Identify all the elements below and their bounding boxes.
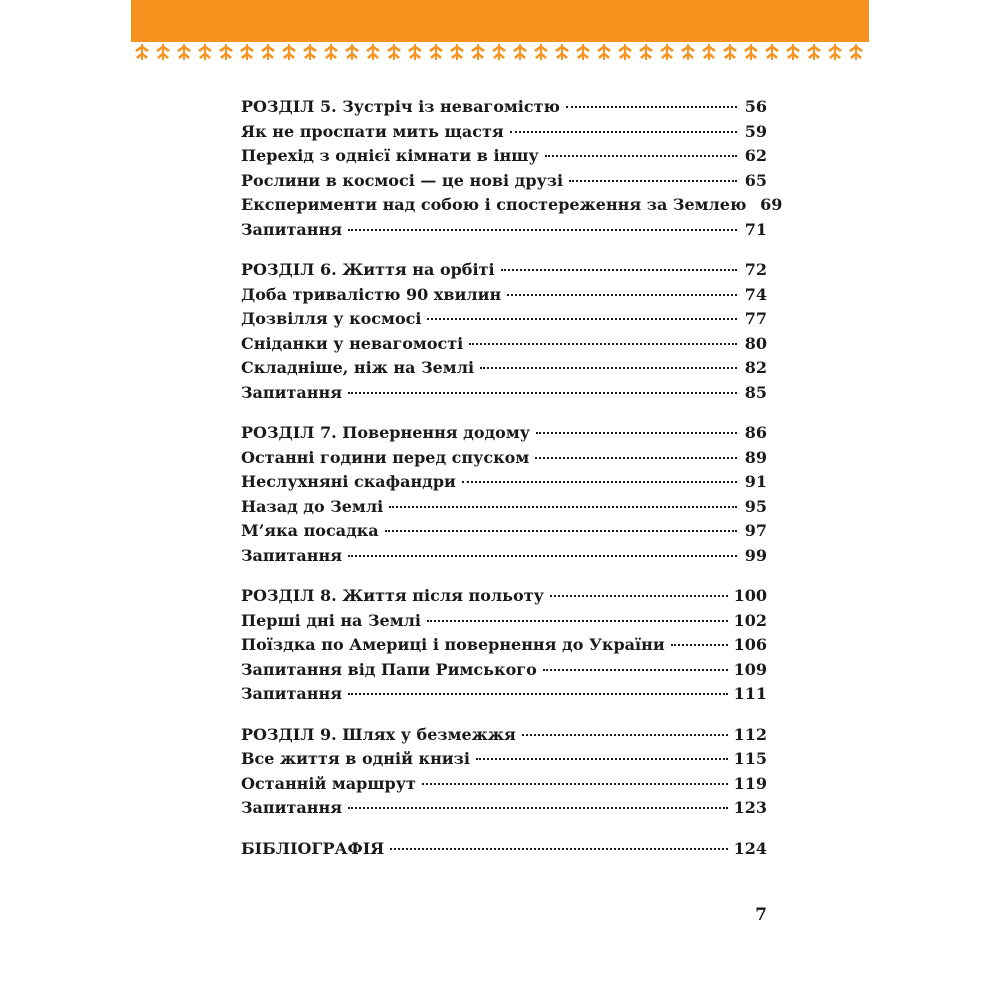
toc-entry-title: Поїздка по Америці і повернення до України bbox=[241, 635, 665, 654]
ornament-motif bbox=[492, 44, 506, 60]
toc-leader-dots bbox=[427, 620, 728, 622]
toc-entry-title: Сніданки у невагомості bbox=[241, 333, 464, 353]
toc-entry-page: 111 bbox=[733, 684, 767, 703]
ornament-motif bbox=[366, 44, 380, 60]
toc-leader-dots bbox=[510, 131, 737, 133]
ornament-motif bbox=[513, 44, 527, 60]
toc-entry-page: 95 bbox=[744, 496, 767, 516]
toc-leader-dots bbox=[536, 432, 737, 434]
ornament-motif bbox=[282, 44, 296, 60]
toc-leader-dots bbox=[507, 294, 737, 296]
toc-entry-page: 109 bbox=[733, 659, 767, 679]
toc-leader-dots bbox=[385, 530, 737, 532]
toc-entry[interactable] bbox=[241, 609, 767, 634]
toc-entry-page: 59 bbox=[744, 121, 767, 141]
ornament-motif bbox=[345, 44, 359, 60]
ornament-motif bbox=[702, 44, 716, 60]
toc-entry-page: 106 bbox=[733, 635, 767, 654]
ornament-motif bbox=[681, 44, 695, 60]
toc-entry[interactable] bbox=[241, 584, 767, 609]
toc-entry-page: 80 bbox=[744, 333, 767, 353]
ornament-motif bbox=[534, 44, 548, 60]
toc-entry-title: Складніше, ніж на Землі bbox=[241, 358, 475, 377]
toc-entry-title: Рослини в космосі — це нові друзі bbox=[241, 170, 564, 190]
toc-entry-page: 115 bbox=[733, 749, 767, 768]
toc-entry-title: Перехід з однієї кімнати в іншу bbox=[241, 146, 539, 165]
toc-entry-page: 124 bbox=[733, 838, 767, 858]
toc-entry-title: РОЗДІЛ 8. Життя після польоту bbox=[241, 586, 544, 605]
ornament-motif bbox=[324, 44, 338, 60]
toc-leader-dots bbox=[389, 506, 737, 508]
toc-entry[interactable] bbox=[241, 519, 767, 544]
toc-entry[interactable] bbox=[241, 658, 767, 683]
toc-section bbox=[241, 421, 767, 568]
ornament-motif bbox=[261, 44, 275, 60]
ornament-motif bbox=[639, 44, 653, 60]
toc-entry-title: Запитання bbox=[241, 798, 343, 817]
toc-entry[interactable] bbox=[241, 356, 767, 381]
toc-entry-title: РОЗДІЛ 9. Шлях у безмежжя bbox=[241, 724, 516, 744]
page-number: 7 bbox=[755, 905, 767, 925]
ornament-motif bbox=[723, 44, 737, 60]
toc-entry-page: 71 bbox=[744, 219, 767, 239]
toc-entry[interactable] bbox=[241, 169, 767, 194]
toc-entry-title: Назад до Землі bbox=[241, 496, 384, 516]
ornament-motif bbox=[618, 44, 632, 60]
toc-leader-dots bbox=[348, 229, 737, 231]
toc-leader-dots bbox=[427, 318, 737, 320]
toc-entry-title: Запитання bbox=[241, 684, 343, 703]
toc-entry-page: 69 bbox=[760, 195, 783, 214]
toc-entry-page: 102 bbox=[733, 610, 767, 630]
toc-entry[interactable] bbox=[241, 682, 767, 707]
toc-entry-title: Експерименти над собою і спостереження за Землею bbox=[241, 195, 747, 214]
toc-entry[interactable] bbox=[241, 120, 767, 145]
toc-entry-page: 119 bbox=[733, 773, 767, 793]
toc-entry-title: Як не проспати мить щастя bbox=[241, 121, 504, 141]
ornament-motif bbox=[597, 44, 611, 60]
ornament-motif bbox=[177, 44, 191, 60]
toc-entry-page: 85 bbox=[744, 382, 767, 402]
ornament-motif bbox=[828, 44, 842, 60]
ornament-motif bbox=[219, 44, 233, 60]
ornament-motif bbox=[660, 44, 674, 60]
toc-leader-dots bbox=[480, 367, 737, 369]
toc-leader-dots bbox=[522, 734, 728, 736]
toc-entry[interactable] bbox=[241, 470, 767, 495]
toc-leader-dots bbox=[348, 392, 737, 394]
toc-leader-dots bbox=[469, 343, 737, 345]
toc-entry[interactable] bbox=[241, 544, 767, 569]
toc-leader-dots bbox=[348, 693, 728, 695]
toc-leader-dots bbox=[501, 269, 737, 271]
toc-entry[interactable] bbox=[241, 446, 767, 471]
toc-leader-dots bbox=[535, 457, 737, 459]
toc-entry-title: Доба тривалістю 90 хвилин bbox=[241, 284, 502, 304]
toc-entry[interactable] bbox=[241, 723, 767, 748]
ornament-motif bbox=[807, 44, 821, 60]
toc-entry-page: 112 bbox=[733, 724, 767, 744]
toc-entry[interactable] bbox=[241, 772, 767, 797]
toc-section bbox=[241, 837, 767, 862]
ornament-motif bbox=[765, 44, 779, 60]
toc-entry-title: Все життя в одній книзі bbox=[241, 749, 470, 768]
toc-entry[interactable] bbox=[241, 381, 767, 406]
toc-entry[interactable] bbox=[241, 421, 767, 446]
toc-leader-dots bbox=[348, 555, 737, 557]
toc-entry-title: Запитання bbox=[241, 219, 343, 239]
toc-entry[interactable] bbox=[241, 218, 767, 243]
toc-entry[interactable] bbox=[241, 747, 767, 772]
ornament-motif bbox=[744, 44, 758, 60]
toc-entry[interactable] bbox=[241, 332, 767, 357]
toc-leader-dots bbox=[543, 669, 728, 671]
ornament-motif bbox=[303, 44, 317, 60]
toc-entry-page: 123 bbox=[733, 798, 767, 817]
toc-entry-title: Запитання від Папи Римського bbox=[241, 659, 537, 679]
ornament-motif bbox=[198, 44, 212, 60]
ornament-motif bbox=[387, 44, 401, 60]
ornament-motif bbox=[555, 44, 569, 60]
toc-entry-page: 72 bbox=[744, 260, 767, 279]
toc-entry[interactable] bbox=[241, 796, 767, 821]
header-band bbox=[131, 0, 869, 42]
toc-leader-dots bbox=[569, 180, 737, 182]
toc-entry[interactable] bbox=[241, 837, 767, 862]
ornament-motif bbox=[408, 44, 422, 60]
ornament-motif bbox=[135, 44, 149, 60]
toc-entry-page: 77 bbox=[744, 309, 767, 328]
toc-entry-page: 97 bbox=[744, 521, 767, 540]
ornament-motif bbox=[240, 44, 254, 60]
toc-entry-page: 56 bbox=[744, 97, 767, 116]
toc-entry-page: 100 bbox=[733, 586, 767, 605]
toc-leader-dots bbox=[566, 106, 737, 108]
toc-entry-title: Останні години перед спуском bbox=[241, 447, 530, 467]
toc-entry-page: 62 bbox=[744, 146, 767, 165]
toc-entry-title: РОЗДІЛ 5. Зустріч із невагомістю bbox=[241, 97, 560, 116]
toc-entry-title: М’яка посадка bbox=[241, 521, 379, 540]
toc-entry[interactable] bbox=[241, 193, 783, 218]
toc-entry-title: РОЗДІЛ 6. Життя на орбіті bbox=[241, 260, 495, 279]
toc-entry-page: 91 bbox=[744, 472, 767, 491]
toc-entry-title: Неслухняні скафандри bbox=[241, 472, 456, 491]
ornament-motif bbox=[450, 44, 464, 60]
toc-leader-dots bbox=[422, 783, 728, 785]
toc-entry-page: 65 bbox=[744, 170, 767, 190]
toc-entry[interactable] bbox=[241, 95, 767, 120]
toc-entry-page: 74 bbox=[744, 284, 767, 304]
toc-leader-dots bbox=[390, 848, 727, 850]
toc-section bbox=[241, 723, 767, 821]
toc-entry-page: 99 bbox=[744, 545, 767, 565]
toc-leader-dots bbox=[462, 481, 737, 483]
toc-entry-title: Запитання bbox=[241, 545, 343, 565]
toc-entry[interactable] bbox=[241, 283, 767, 308]
toc-entry[interactable] bbox=[241, 495, 767, 520]
toc-entry-title: Дозвілля у космосі bbox=[241, 309, 422, 328]
toc-entry[interactable] bbox=[241, 258, 767, 283]
toc-entry-page: 86 bbox=[744, 423, 767, 442]
toc-entry-page: 89 bbox=[744, 447, 767, 467]
ornament-motif bbox=[429, 44, 443, 60]
ornament-motif bbox=[786, 44, 800, 60]
toc-entry-title: Перші дні на Землі bbox=[241, 610, 421, 630]
toc-section bbox=[241, 584, 767, 707]
toc-entry-title: БІБЛІОГРАФІЯ bbox=[241, 838, 385, 858]
toc-entry-title: РОЗДІЛ 7. Повернення додому bbox=[241, 423, 530, 442]
folk-ornament-border bbox=[131, 42, 869, 66]
toc-section bbox=[241, 95, 783, 242]
toc-entry-title: Останній маршрут bbox=[241, 773, 416, 793]
toc-leader-dots bbox=[476, 758, 728, 760]
toc-leader-dots bbox=[545, 155, 737, 157]
toc-leader-dots bbox=[348, 807, 728, 809]
ornament-motif bbox=[156, 44, 170, 60]
toc-entry[interactable] bbox=[241, 144, 767, 169]
toc-entry-title: Запитання bbox=[241, 382, 343, 402]
toc-leader-dots bbox=[671, 644, 728, 646]
toc-entry-page: 82 bbox=[744, 358, 767, 377]
toc-entry[interactable] bbox=[241, 633, 767, 658]
ornament-motif bbox=[471, 44, 485, 60]
table-of-contents bbox=[241, 95, 783, 877]
ornament-motif bbox=[849, 44, 863, 60]
toc-leader-dots bbox=[550, 595, 728, 597]
toc-section bbox=[241, 258, 767, 405]
toc-entry[interactable] bbox=[241, 307, 767, 332]
ornament-motif bbox=[576, 44, 590, 60]
